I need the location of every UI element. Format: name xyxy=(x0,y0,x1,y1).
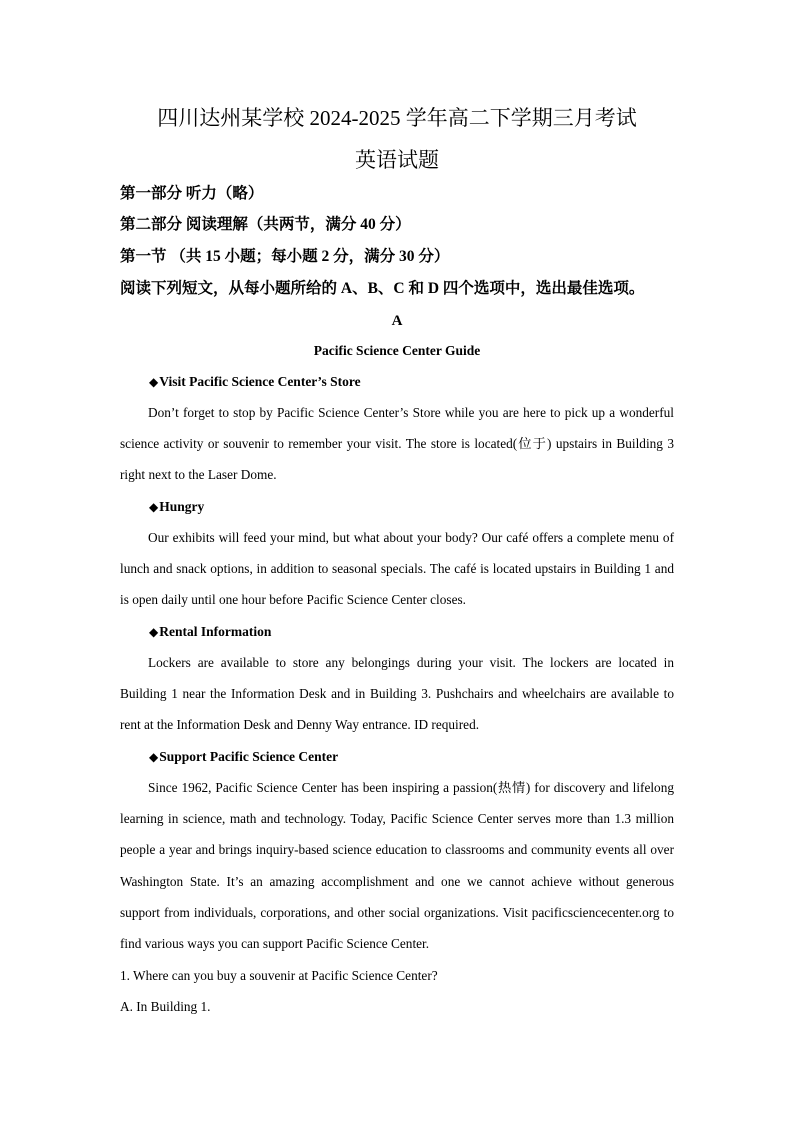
section-paragraph-store: Don’t forget to stop by Pacific Science Center’s Store while you are here to pick up a wonderful science activity or souvenir to remember your visit. The store is located(位于) upstairs in Building 3 right next to the Laser Dome. xyxy=(120,405,674,483)
section-heading-hungry xyxy=(149,497,204,517)
question-stem: 1. Where can you buy a souvenir at Pacific Science Center? xyxy=(120,968,438,983)
diamond-bullet-icon: ◆ xyxy=(149,375,159,389)
exam-subtitle: 英语试题 xyxy=(355,148,439,172)
part-one-heading: 第一部分 听力（略） xyxy=(120,185,264,202)
section-heading-label: Rental Information xyxy=(159,624,272,639)
section-paragraph-hungry: Our exhibits will feed your mind, but what about your body? Our café offers a complete menu of lunch and snack options, in addition to seasonal specials. The café is located upstairs in Building 1 and is open daily until one hour before Pacific Science Center closes. xyxy=(120,530,674,608)
passage-label: A xyxy=(391,313,403,329)
section-paragraph-support: Since 1962, Pacific Science Center has been inspiring a passion(热情) for discovery and lifelong learning in science, math and technology. Today, Pacific Science Center serves more than 1.3 million people a year and brings inquiry-based science education to classrooms and community events all over Washington State. It’s an amazing accomplishment and one we cannot achieve without generous support from individuals, corporations, and other social organizations. Visit pacificsciencecenter.org to find various ways you can support Pacific Science Center. xyxy=(120,780,674,952)
section-heading-support xyxy=(149,747,338,767)
section-one-heading: 第一节 （共 15 小题；每小题 2 分，满分 30 分） xyxy=(120,248,450,265)
diamond-bullet-icon: ◆ xyxy=(149,625,159,639)
section-heading-store xyxy=(149,372,361,392)
exam-title: 四川达州某学校 2024-2025 学年高二下学期三月考试 xyxy=(157,106,637,130)
question-option: A. In Building 1. xyxy=(120,999,211,1014)
diamond-bullet-icon: ◆ xyxy=(149,500,159,514)
section-heading-label: Hungry xyxy=(159,499,205,514)
passage-title: Pacific Science Center Guide xyxy=(313,343,481,358)
diamond-bullet-icon: ◆ xyxy=(149,750,159,764)
reading-instruction: 阅读下列短文，从每小题所给的 A、B、C 和 D 四个选项中，选出最佳选项。 xyxy=(120,280,645,297)
part-two-heading: 第二部分 阅读理解（共两节，满分 40 分） xyxy=(120,216,411,233)
section-heading-label: Visit Pacific Science Center’s Store xyxy=(159,374,361,389)
section-heading-rental xyxy=(149,622,271,642)
section-paragraph-rental: Lockers are available to store any belongings during your visit. The lockers are located in Building 1 near the Information Desk and in Building 3. Pushchairs and wheelchairs are available to rent at the Information Desk and Denny Way entrance. ID required. xyxy=(120,655,674,733)
section-heading-label: Support Pacific Science Center xyxy=(159,749,339,764)
